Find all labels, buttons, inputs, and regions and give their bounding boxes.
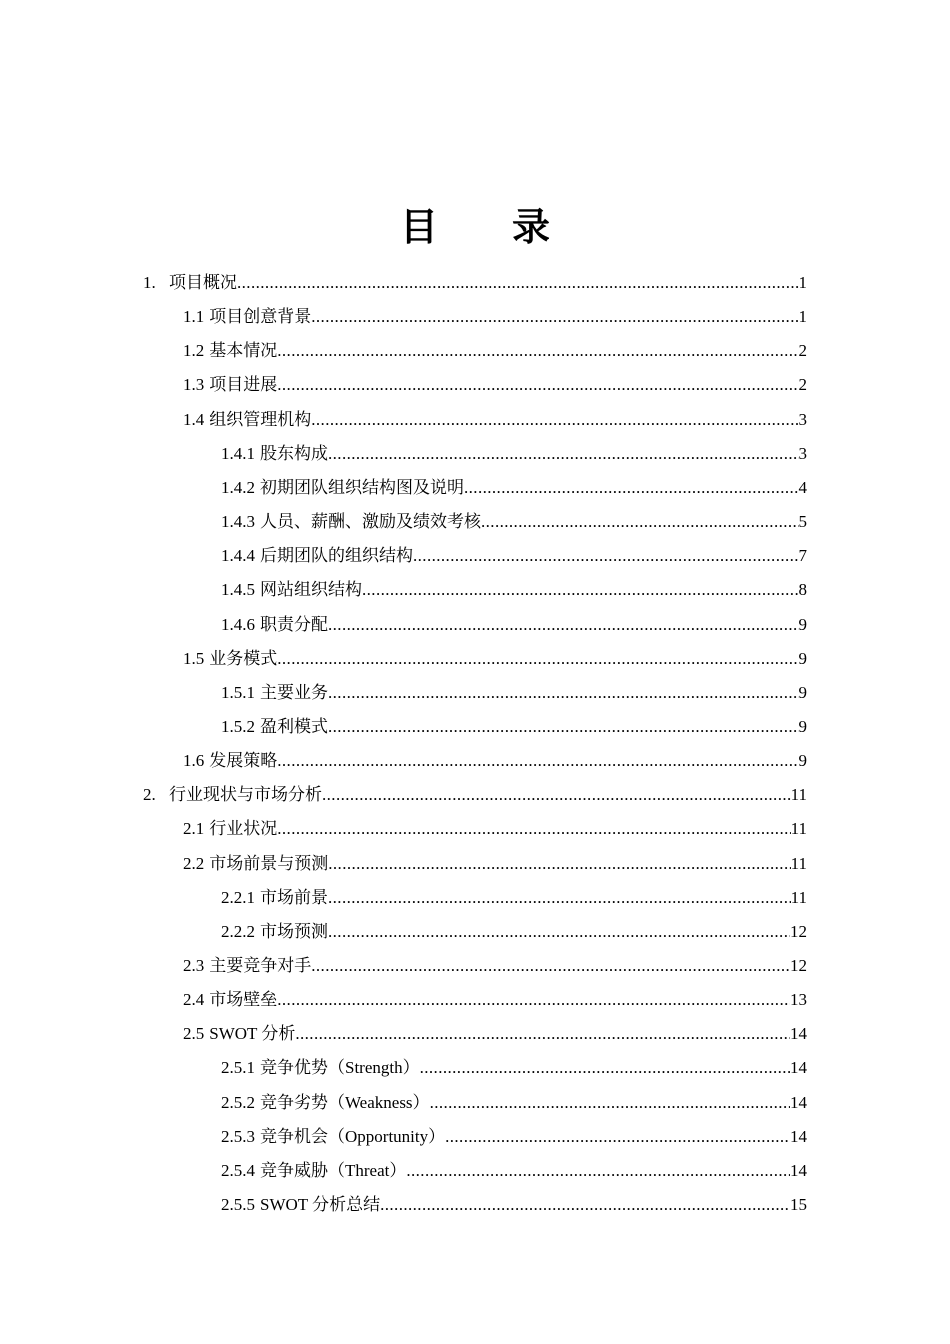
toc-entry[interactable] <box>221 1188 807 1222</box>
toc-entry-page: 11 <box>790 785 807 805</box>
toc-entry-number: 2.5.3 <box>221 1126 255 1146</box>
toc-entry-number: 1.4.3 <box>221 512 255 532</box>
toc-dot-leader <box>464 471 799 505</box>
toc-entry-page: 9 <box>798 682 807 702</box>
toc-entry[interactable] <box>183 642 807 676</box>
toc-dot-leader <box>328 676 799 710</box>
toc-dot-leader <box>413 539 799 573</box>
toc-entry[interactable] <box>143 266 807 300</box>
toc-entry-page: 12 <box>790 956 807 975</box>
toc-entry-number: 1.5 <box>183 648 205 668</box>
toc-entry-page: 1 <box>798 273 807 292</box>
toc-entry[interactable] <box>221 573 807 607</box>
toc-dot-leader <box>311 300 798 334</box>
toc-entry-number: 1.5.1 <box>221 682 255 702</box>
toc-entry-title: SWOT 分析 <box>209 1024 296 1044</box>
toc-entry[interactable] <box>183 1017 807 1051</box>
toc-entry[interactable] <box>221 608 807 642</box>
toc-entry-page: 14 <box>790 1058 807 1078</box>
toc-entry-number: 2.5.5 <box>221 1195 255 1215</box>
toc-dot-leader <box>277 334 798 368</box>
toc-entry-page: 7 <box>798 546 807 566</box>
toc-entry[interactable] <box>221 437 807 471</box>
title-char-1: 目 <box>399 205 438 249</box>
toc-entry-title: 竞争机会（Opportunity） <box>260 1126 446 1146</box>
toc-entry-number: 1.4.5 <box>221 580 255 600</box>
toc-entry-page: 14 <box>790 1160 807 1180</box>
toc-entry-title: 人员、薪酬、激励及绩效考核 <box>260 512 481 532</box>
toc-dot-leader <box>445 1120 790 1154</box>
toc-entry-title: 项目进展 <box>209 375 278 395</box>
toc-entry-title: SWOT 分析总结 <box>260 1195 381 1215</box>
toc-entry-page: 11 <box>790 819 807 839</box>
toc-entry-title: 主要竞争对手 <box>209 956 312 975</box>
toc-dot-leader <box>328 915 790 949</box>
toc-entry[interactable] <box>183 744 807 778</box>
toc-entry-title: 市场预测 <box>260 921 328 941</box>
toc-entry[interactable] <box>183 368 807 402</box>
toc-entry-number: 2.5.1 <box>221 1058 255 1078</box>
toc-entry-title: 竞争劣势（Weakness） <box>260 1092 430 1112</box>
toc-entry-title: 组织管理机构 <box>209 409 312 429</box>
toc-entry[interactable] <box>221 539 807 573</box>
toc-entry-page: 13 <box>790 990 807 1010</box>
toc-entry-page: 9 <box>798 716 807 736</box>
toc-entry-page: 4 <box>798 477 807 497</box>
toc-entry-page: 2 <box>798 375 807 395</box>
toc-dot-leader <box>277 983 790 1017</box>
toc-entry-title: 业务模式 <box>209 648 278 668</box>
toc-entry-number: 2.5 <box>183 1024 205 1044</box>
toc-dot-leader <box>277 744 798 778</box>
toc-entry[interactable] <box>221 505 807 539</box>
toc-entry-page: 3 <box>798 409 807 429</box>
toc-dot-leader <box>328 437 799 471</box>
toc-dot-leader <box>328 710 799 744</box>
toc-entry[interactable] <box>183 403 807 437</box>
toc-entry-page: 3 <box>798 443 807 463</box>
toc-entry-page: 9 <box>798 751 807 771</box>
toc-entry-page: 12 <box>790 921 807 941</box>
toc-entry[interactable] <box>221 1086 807 1120</box>
toc-entry-page: 8 <box>798 580 807 600</box>
toc-entry-number: 2.2 <box>183 853 205 873</box>
toc-entry-number: 2.1 <box>183 819 205 839</box>
toc-entry-number: 2.4 <box>183 990 205 1010</box>
title-char-2: 录 <box>512 205 551 249</box>
toc-entry[interactable] <box>221 915 807 949</box>
toc-entry-title: 竞争优势（Strength） <box>260 1058 420 1078</box>
toc-entry-number: 1.5.2 <box>221 716 255 736</box>
toc-entry[interactable] <box>221 471 807 505</box>
toc-entry-page: 9 <box>798 648 807 668</box>
toc-dot-leader <box>322 778 791 812</box>
toc-dot-leader <box>380 1188 790 1222</box>
toc-entry[interactable] <box>221 1051 807 1085</box>
toc-dot-leader <box>237 266 799 300</box>
toc-entry-title: 行业状况 <box>209 819 278 839</box>
toc-entry-title: 行业现状与市场分析 <box>169 785 322 805</box>
toc-entry-page: 14 <box>790 1092 807 1112</box>
toc-entry-number: 1.1 <box>183 307 205 327</box>
toc-entry-number: 1.4.2 <box>221 477 255 497</box>
toc-dot-leader <box>295 1017 790 1051</box>
toc-dot-leader <box>481 505 799 539</box>
toc-entry-page: 14 <box>790 1024 807 1044</box>
toc-dot-leader <box>430 1086 790 1120</box>
toc-entry[interactable] <box>221 1154 807 1188</box>
toc-entry[interactable] <box>221 710 807 744</box>
toc-entry-number: 1.6 <box>183 751 205 771</box>
toc-entry[interactable] <box>143 778 807 812</box>
toc-entry[interactable] <box>183 949 807 983</box>
toc-dot-leader <box>277 642 798 676</box>
toc-entry[interactable] <box>183 847 807 881</box>
toc-entry-number: 2.3 <box>183 956 205 975</box>
toc-entry-number: 2.2.1 <box>221 887 255 907</box>
toc-entry[interactable] <box>221 1120 807 1154</box>
toc-entry-page: 1 <box>798 307 807 327</box>
toc-dot-leader <box>311 403 798 437</box>
toc-entry-title: 市场壁垒 <box>209 990 278 1010</box>
toc-dot-leader <box>406 1154 790 1188</box>
toc-entry-number: 1.4 <box>183 409 205 429</box>
toc-entry[interactable] <box>183 300 807 334</box>
toc-entry-page: 14 <box>790 1126 807 1146</box>
toc-entry-number: 1. <box>143 273 156 292</box>
toc-entry-title: 盈利模式 <box>260 716 328 736</box>
toc-entry-title: 竞争威胁（Threat） <box>260 1160 407 1180</box>
toc-entry-title: 后期团队的组织结构 <box>260 546 413 566</box>
toc-entry-title: 股东构成 <box>260 443 328 463</box>
toc-entry-title: 职责分配 <box>260 614 328 634</box>
toc-entry[interactable] <box>183 983 807 1017</box>
toc-dot-leader <box>311 949 790 983</box>
toc-dot-leader <box>328 608 799 642</box>
toc-entry-page: 9 <box>798 614 807 634</box>
toc-entry-page: 2 <box>798 341 807 361</box>
toc-entry-title: 主要业务 <box>260 682 328 702</box>
toc-entry-title: 项目创意背景 <box>209 307 312 327</box>
toc-entry-number: 2. <box>143 785 156 805</box>
toc-entry-title: 基本情况 <box>209 341 278 361</box>
page-title <box>0 202 950 252</box>
toc-dot-leader <box>277 368 798 402</box>
toc-entry-number: 1.4.6 <box>221 614 255 634</box>
toc-entry-title: 发展策略 <box>209 751 278 771</box>
toc-entry-title: 项目概况 <box>169 273 237 292</box>
toc-entry-title: 市场前景 <box>260 887 328 907</box>
toc-entry-number: 1.2 <box>183 341 205 361</box>
toc-entry-title: 初期团队组织结构图及说明 <box>260 477 464 497</box>
toc-dot-leader <box>328 847 790 881</box>
toc-entry-number: 2.5.4 <box>221 1160 255 1180</box>
toc-entry[interactable] <box>183 812 807 846</box>
toc-entry-number: 2.2.2 <box>221 921 255 941</box>
toc-entry-number: 2.5.2 <box>221 1092 255 1112</box>
toc-entry[interactable] <box>221 881 807 915</box>
toc-entry-page: 15 <box>790 1195 807 1215</box>
toc-dot-leader <box>420 1051 790 1085</box>
toc-entry[interactable] <box>183 334 807 368</box>
toc-entry-number: 1.4.1 <box>221 443 255 463</box>
toc-entry-title: 网站组织结构 <box>260 580 362 600</box>
toc-dot-leader <box>277 812 790 846</box>
toc-entry[interactable] <box>221 676 807 710</box>
toc-entry-title: 市场前景与预测 <box>209 853 329 873</box>
toc-dot-leader <box>362 573 799 607</box>
toc-entry-number: 1.4.4 <box>221 546 255 566</box>
toc-dot-leader <box>328 881 791 915</box>
toc-entry-page: 11 <box>790 887 807 907</box>
toc-entry-page: 11 <box>790 853 807 873</box>
toc-entry-number: 1.3 <box>183 375 205 395</box>
toc-entry-page: 5 <box>798 512 807 532</box>
